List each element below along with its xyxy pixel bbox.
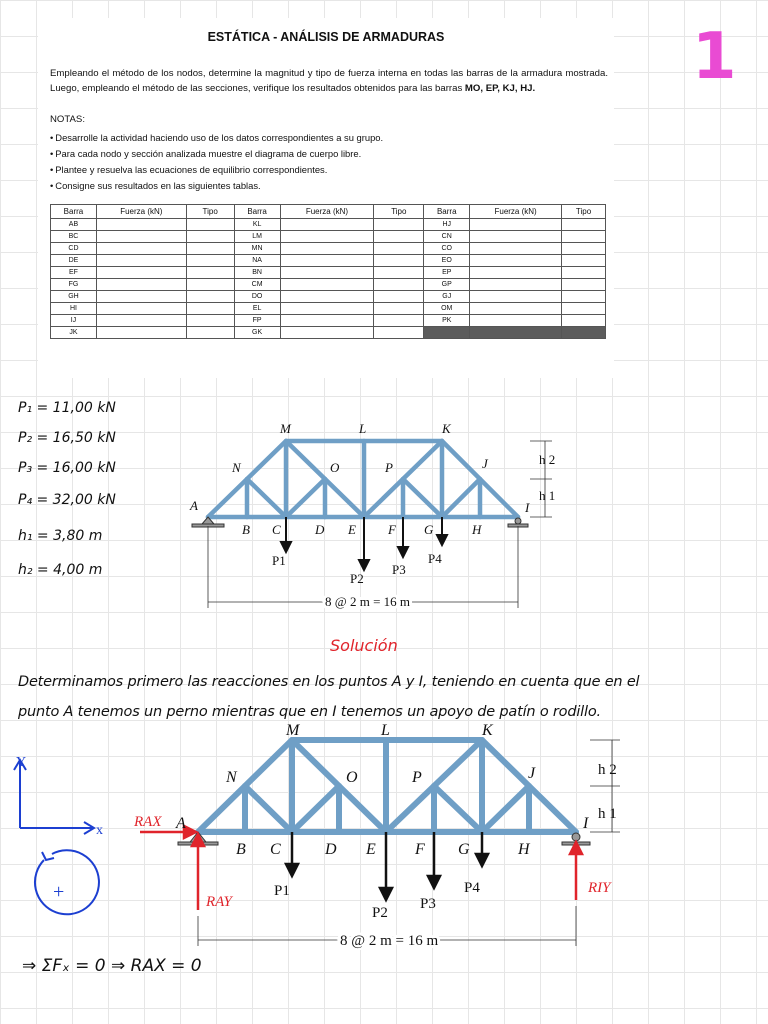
bar-name-cell: FP	[234, 315, 280, 327]
bar-name-cell: DO	[234, 291, 280, 303]
table-row	[51, 219, 606, 231]
node-label: K	[482, 722, 493, 739]
load-label: P2	[372, 905, 388, 921]
table-header-cell: Fuerza (kN)	[470, 205, 562, 219]
force-cell[interactable]	[280, 267, 374, 279]
bar-name-cell: EF	[51, 267, 97, 279]
h1-label: h 1	[598, 806, 617, 822]
node-label: J	[528, 765, 536, 782]
node-label: P	[412, 769, 422, 786]
given-h2: h₂ = 4,00 m	[18, 562, 103, 578]
bar-name-cell: CN	[424, 231, 470, 243]
type-cell[interactable]	[186, 291, 234, 303]
table-body	[51, 219, 606, 339]
bar-name-cell: BC	[51, 231, 97, 243]
table-row	[51, 303, 606, 315]
table-header-row	[51, 205, 606, 219]
bar-name-cell: CM	[234, 279, 280, 291]
force-cell[interactable]	[96, 243, 186, 255]
table-row	[51, 279, 606, 291]
table-header-cell: Tipo	[374, 205, 424, 219]
h1-label: h 1	[539, 488, 556, 503]
type-cell[interactable]	[186, 219, 234, 231]
node-label: H	[518, 841, 530, 858]
node-label: D	[325, 841, 337, 858]
force-cell[interactable]	[96, 267, 186, 279]
type-cell[interactable]	[186, 303, 234, 315]
load-label: P1	[274, 883, 290, 899]
type-cell[interactable]	[186, 279, 234, 291]
force-cell[interactable]	[470, 219, 562, 231]
node-label: N	[226, 769, 237, 786]
node-label: P	[385, 460, 393, 475]
type-cell[interactable]	[562, 291, 606, 303]
force-cell[interactable]	[96, 255, 186, 267]
truss-members	[198, 740, 576, 832]
explanation-line-2: punto A tenemos un perno mientras que en I tenemos un apoyo de patín o rodillo.	[18, 704, 601, 720]
node-label: I	[583, 815, 589, 832]
bar-name-cell: CD	[51, 243, 97, 255]
intro-bold-bars: MO, EP, KJ, HJ.	[464, 83, 536, 94]
bar-name-cell: OM	[424, 303, 470, 315]
moment-sign: +	[53, 881, 65, 903]
page-number: 1	[692, 20, 737, 94]
type-cell[interactable]	[562, 303, 606, 315]
note-item: • Plantee y resuelva las ecuaciones de equilibrio correspondientes.	[50, 162, 383, 178]
bar-name-cell: EO	[424, 255, 470, 267]
table-row	[51, 327, 606, 339]
bar-name-cell: FG	[51, 279, 97, 291]
node-label: B	[236, 841, 246, 858]
table-row	[51, 315, 606, 327]
node-label: A	[176, 815, 186, 832]
type-cell[interactable]	[374, 243, 424, 255]
force-cell[interactable]	[280, 231, 374, 243]
reaction-ray-label: RAY	[206, 894, 232, 910]
force-cell[interactable]	[280, 255, 374, 267]
table-row	[51, 243, 606, 255]
node-label: O	[346, 769, 358, 786]
force-cell[interactable]	[96, 279, 186, 291]
node-label: L	[381, 722, 390, 739]
type-cell[interactable]	[374, 303, 424, 315]
force-cell[interactable]	[280, 279, 374, 291]
load-label: P3	[392, 562, 406, 577]
bar-name-cell: MN	[234, 243, 280, 255]
reaction-riy-label: RIY	[588, 880, 611, 896]
bar-name-cell	[424, 327, 470, 339]
force-cell[interactable]	[470, 231, 562, 243]
given-p3: P₃ = 16,00 kN	[18, 460, 116, 476]
span-label: 8 @ 2 m = 16 m	[340, 933, 439, 949]
node-label: E	[348, 522, 356, 537]
node-label: M	[280, 421, 291, 436]
table-header-cell: Barra	[234, 205, 280, 219]
type-cell[interactable]	[562, 315, 606, 327]
node-label: C	[272, 522, 281, 537]
bar-name-cell: GP	[424, 279, 470, 291]
given-p1: P₁ = 11,00 kN	[18, 400, 116, 416]
notes-title: NOTAS:	[50, 114, 86, 125]
node-label: L	[359, 421, 367, 436]
type-cell[interactable]	[374, 267, 424, 279]
type-cell[interactable]	[374, 315, 424, 327]
force-cell[interactable]	[280, 219, 374, 231]
node-label: N	[232, 460, 241, 475]
bar-name-cell: AB	[51, 219, 97, 231]
force-cell[interactable]	[280, 243, 374, 255]
type-cell[interactable]	[374, 279, 424, 291]
node-label: K	[442, 421, 451, 436]
table-header-cell: Fuerza (kN)	[96, 205, 186, 219]
type-cell[interactable]	[186, 255, 234, 267]
table-row	[51, 255, 606, 267]
node-label: C	[270, 841, 281, 858]
table-header-cell: Barra	[51, 205, 97, 219]
problem-sheet	[38, 18, 614, 378]
node-label: D	[315, 522, 325, 537]
type-cell[interactable]	[186, 243, 234, 255]
force-cell[interactable]	[280, 315, 374, 327]
node-label: M	[286, 722, 300, 739]
force-cell[interactable]	[96, 291, 186, 303]
type-cell[interactable]	[374, 219, 424, 231]
given-p4: P₄ = 32,00 kN	[18, 492, 116, 508]
force-cell[interactable]	[470, 303, 562, 315]
bar-name-cell: BN	[234, 267, 280, 279]
type-cell[interactable]	[374, 291, 424, 303]
results-table	[50, 204, 606, 339]
load-arrows	[281, 517, 447, 570]
x-axis-label: x	[96, 823, 103, 838]
node-label: G	[458, 841, 470, 858]
force-cell[interactable]	[470, 255, 562, 267]
force-cell[interactable]	[470, 243, 562, 255]
bar-name-cell: GJ	[424, 291, 470, 303]
force-cell[interactable]	[96, 219, 186, 231]
bar-name-cell: IJ	[51, 315, 97, 327]
page-title: ESTÁTICA - ANÁLISIS DE ARMADURAS	[207, 30, 445, 44]
load-label: P1	[272, 553, 286, 568]
node-label: A	[190, 498, 198, 513]
node-label: O	[330, 460, 340, 475]
given-h1: h₁ = 3,80 m	[18, 528, 103, 544]
load-label: P4	[428, 551, 442, 566]
bar-name-cell: GK	[234, 327, 280, 339]
span-label: 8 @ 2 m = 16 m	[325, 594, 411, 609]
bar-name-cell: JK	[51, 327, 97, 339]
bar-name-cell: KL	[234, 219, 280, 231]
type-cell[interactable]	[562, 267, 606, 279]
table-header-cell: Barra	[424, 205, 470, 219]
force-cell[interactable]	[280, 291, 374, 303]
force-cell[interactable]	[470, 315, 562, 327]
bar-name-cell: DE	[51, 255, 97, 267]
h2-label: h 2	[539, 452, 556, 467]
force-cell[interactable]	[96, 231, 186, 243]
type-cell[interactable]	[186, 315, 234, 327]
force-cell[interactable]	[280, 303, 374, 315]
y-axis-label: Y	[16, 755, 27, 770]
note-item: • Consigne sus resultados en las siguientes tablas.	[50, 178, 383, 194]
node-label: B	[242, 522, 250, 537]
note-item: • Desarrolle la actividad haciendo uso de los datos correspondientes a su grupo.	[50, 130, 383, 146]
table-row	[51, 231, 606, 243]
note-item: • Para cada nodo y sección analizada muestre el diagrama de cuerpo libre.	[50, 146, 383, 162]
table-header-cell: Fuerza (kN)	[280, 205, 374, 219]
force-cell[interactable]	[470, 327, 562, 339]
bar-name-cell: EP	[424, 267, 470, 279]
bar-name-cell: HJ	[424, 219, 470, 231]
type-cell[interactable]	[374, 231, 424, 243]
notes-list	[50, 130, 383, 194]
type-cell[interactable]	[186, 231, 234, 243]
bar-name-cell: HI	[51, 303, 97, 315]
load-label: P2	[350, 571, 364, 586]
type-cell[interactable]	[562, 231, 606, 243]
table-header-cell: Tipo	[562, 205, 606, 219]
type-cell[interactable]	[562, 327, 606, 339]
given-p2: P₂ = 16,50 kN	[18, 430, 116, 446]
node-label: I	[525, 500, 530, 515]
force-cell[interactable]	[96, 315, 186, 327]
type-cell[interactable]	[562, 255, 606, 267]
force-cell[interactable]	[470, 267, 562, 279]
equilibrium-equation: ⇒ ΣFₓ = 0 ⇒ RAX = 0	[22, 956, 202, 976]
node-label: E	[366, 841, 376, 858]
bar-name-cell: GH	[51, 291, 97, 303]
truss-diagram-solution	[120, 720, 640, 950]
bar-name-cell: CO	[424, 243, 470, 255]
node-label: F	[388, 522, 396, 537]
table-row	[51, 267, 606, 279]
intro-text: Empleando el método de los nodos, determine la magnitud y tipo de fuerza interna en todas las barras de la armadura mostrada. Luego, empleando el método de las secciones, verifique los resultados obtenidos para las barras	[50, 68, 608, 94]
load-label: P4	[464, 880, 480, 896]
node-label: F	[415, 841, 425, 858]
truss-diagram-top	[180, 414, 580, 614]
force-cell[interactable]	[470, 279, 562, 291]
node-label: G	[424, 522, 434, 537]
force-cell[interactable]	[96, 327, 186, 339]
intro-paragraph	[50, 66, 608, 96]
type-cell[interactable]	[562, 243, 606, 255]
solution-heading: Solución	[330, 636, 398, 655]
type-cell[interactable]	[562, 279, 606, 291]
type-cell[interactable]	[186, 267, 234, 279]
bar-name-cell: EL	[234, 303, 280, 315]
node-label: J	[482, 456, 488, 471]
truss-members	[208, 441, 518, 517]
bar-name-cell: LM	[234, 231, 280, 243]
table-row	[51, 291, 606, 303]
bar-name-cell: NA	[234, 255, 280, 267]
load-label: P3	[420, 896, 436, 912]
type-cell[interactable]	[374, 327, 424, 339]
force-cell[interactable]	[280, 327, 374, 339]
force-cell[interactable]	[96, 303, 186, 315]
coordinate-axes	[8, 748, 118, 948]
table-header-cell: Tipo	[186, 205, 234, 219]
explanation-line-1: Determinamos primero las reacciones en los puntos A y I, teniendo en cuenta que en el	[18, 674, 640, 690]
type-cell[interactable]	[562, 219, 606, 231]
bar-name-cell: PK	[424, 315, 470, 327]
type-cell[interactable]	[186, 327, 234, 339]
force-cell[interactable]	[470, 291, 562, 303]
h2-label: h 2	[598, 762, 617, 778]
type-cell[interactable]	[374, 255, 424, 267]
reaction-rax-label: RAX	[134, 814, 162, 830]
node-label: H	[472, 522, 482, 537]
